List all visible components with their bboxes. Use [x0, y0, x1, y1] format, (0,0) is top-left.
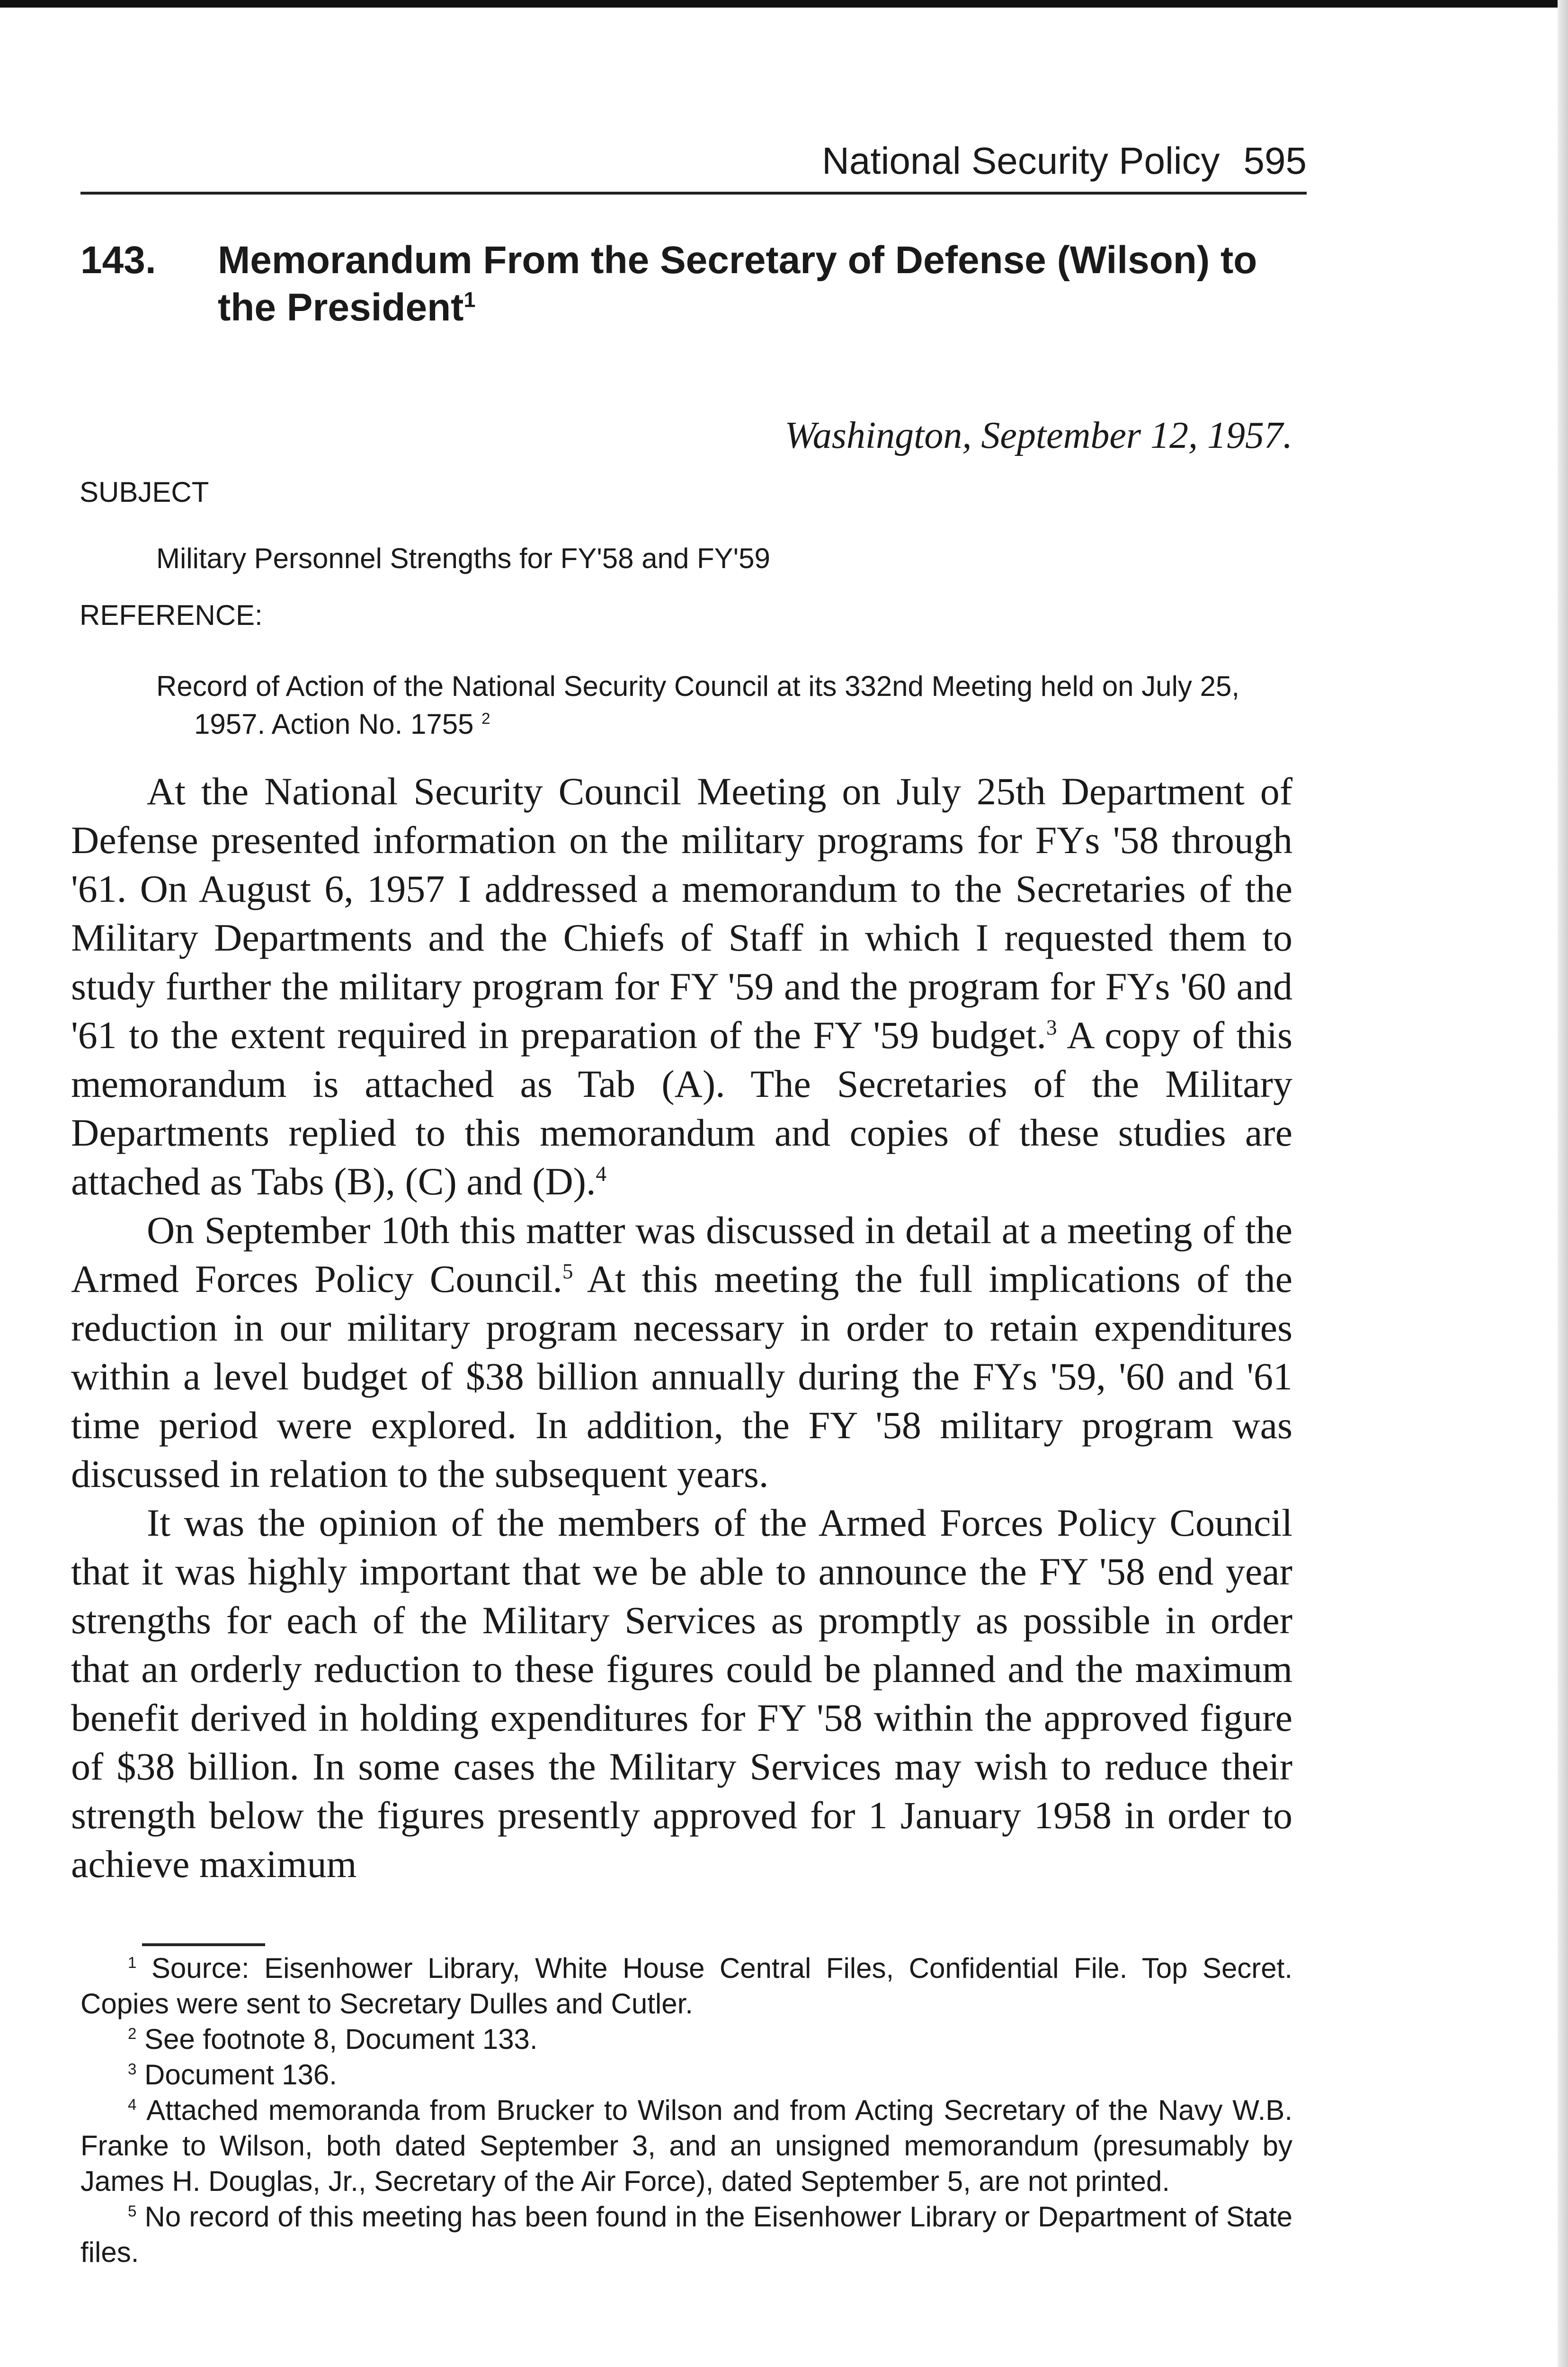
footnote-3-marker: 3: [128, 2060, 137, 2078]
paragraph-2-part-a: On September 10th this matter was discussed in detail at a meeting of the Armed Forces Policy Council.: [71, 1209, 1292, 1300]
footnote-1: [80, 1950, 1292, 2021]
footnote-5: [80, 2199, 1292, 2270]
footnote-ref-4: 4: [596, 1162, 607, 1186]
paragraph-1-part-b: A copy of this memorandum is attached as Tab (A). The Secretaries of the Military Departments replied to this memorandum and copies of these studies are attached as Tabs (B), (C) and (D).: [71, 1014, 1292, 1203]
footnote-ref-3: 3: [1046, 1015, 1057, 1040]
paragraph-1: [71, 767, 1292, 1206]
footnote-4: [80, 2092, 1292, 2199]
document-title: [218, 237, 1307, 331]
reference-text: Record of Action of the National Security Council at its 332nd Meeting held on July 25, 1957. Action No. 1755: [156, 670, 1239, 740]
footnote-ref-5: 5: [562, 1259, 573, 1283]
footnote-1-text: Source: Eisenhower Library, White House Central Files, Confidential File. Top Secret. Copies were sent to Secretary Dulles and Cutler.: [80, 1952, 1292, 2020]
body-text: [71, 767, 1292, 1888]
footnote-5-marker: 5: [128, 2202, 137, 2220]
footnote-2-text: See footnote 8, Document 133.: [144, 2023, 538, 2055]
footnote-2-marker: 2: [128, 2025, 137, 2042]
running-head: [80, 135, 1307, 195]
paragraph-2-part-b: At this meeting the full implications of the reduction in our military program necessary in order to retain expenditures within a level budget of $38 billion annually during the FYs '59, '60 and '61 time period were explored. In addition, the FY '58 military program was discussed in relation to the subsequent years.: [71, 1257, 1292, 1495]
footnote-ref-1: 1: [463, 287, 476, 312]
footnote-4-text: Attached memoranda from Brucker to Wilson and from Acting Secretary of the Navy W.B. Franke to Wilson, both dated September 3, and an unsigned memorandum (presumably by James H. Douglas, Jr., Secretary of the Air Force), dated September 5, are not printed.: [80, 2094, 1292, 2197]
reference-label: REFERENCE:: [80, 599, 263, 631]
page-number: 595: [1243, 140, 1307, 182]
footnote-1-marker: 1: [128, 1954, 137, 1971]
document-title-text: Memorandum From the Secretary of Defense (Wilson) to the President: [218, 239, 1257, 329]
subject-text: Military Personnel Strengths for FY'58 and FY'59: [156, 543, 770, 574]
footnotes: [80, 1950, 1292, 2270]
subject-label: SUBJECT: [80, 476, 209, 508]
dateline: Washington, September 12, 1957.: [784, 415, 1292, 456]
footnote-4-marker: 4: [128, 2096, 137, 2113]
footnote-5-text: No record of this meeting has been found in the Eisenhower Library or Department of State files.: [80, 2201, 1292, 2268]
footnote-2: [80, 2021, 1292, 2057]
running-head-title: National Security Policy: [822, 140, 1220, 182]
paragraph-1-part-a: At the National Security Council Meeting on July 25th Department of Defense presented information on the military programs for FYs '58 through '61. On August 6, 1957 I addressed a memorandum to the Secretaries of the Military Departments and the Chiefs of Staff in which I requested them to study further the military program for FY '59 and the program for FYs '60 and '61 to the extent required in preparation of the FY '59 budget.: [71, 770, 1292, 1057]
reference-text-block: [156, 667, 1283, 743]
footnote-3-text: Document 136.: [144, 2059, 337, 2091]
footnote-ref-2: 2: [481, 710, 490, 727]
footnote-divider: [142, 1943, 265, 1946]
paragraph-3: It was the opinion of the members of the Armed Forces Policy Council that it was highly important that we be able to announce the FY '58 end year strengths for each of the Military Services as promptly as possible in order that an orderly reduction to these figures could be planned and the maximum benefit derived in holding expenditures for FY '58 within the approved figure of $38 billion. In some cases the Military Services may wish to reduce their strength below the figures presently approved for 1 January 1958 in order to achieve maximum: [71, 1501, 1292, 1886]
footnote-3: [80, 2057, 1292, 2092]
paragraph-2: [71, 1206, 1292, 1498]
document-number: 143.: [80, 239, 156, 282]
